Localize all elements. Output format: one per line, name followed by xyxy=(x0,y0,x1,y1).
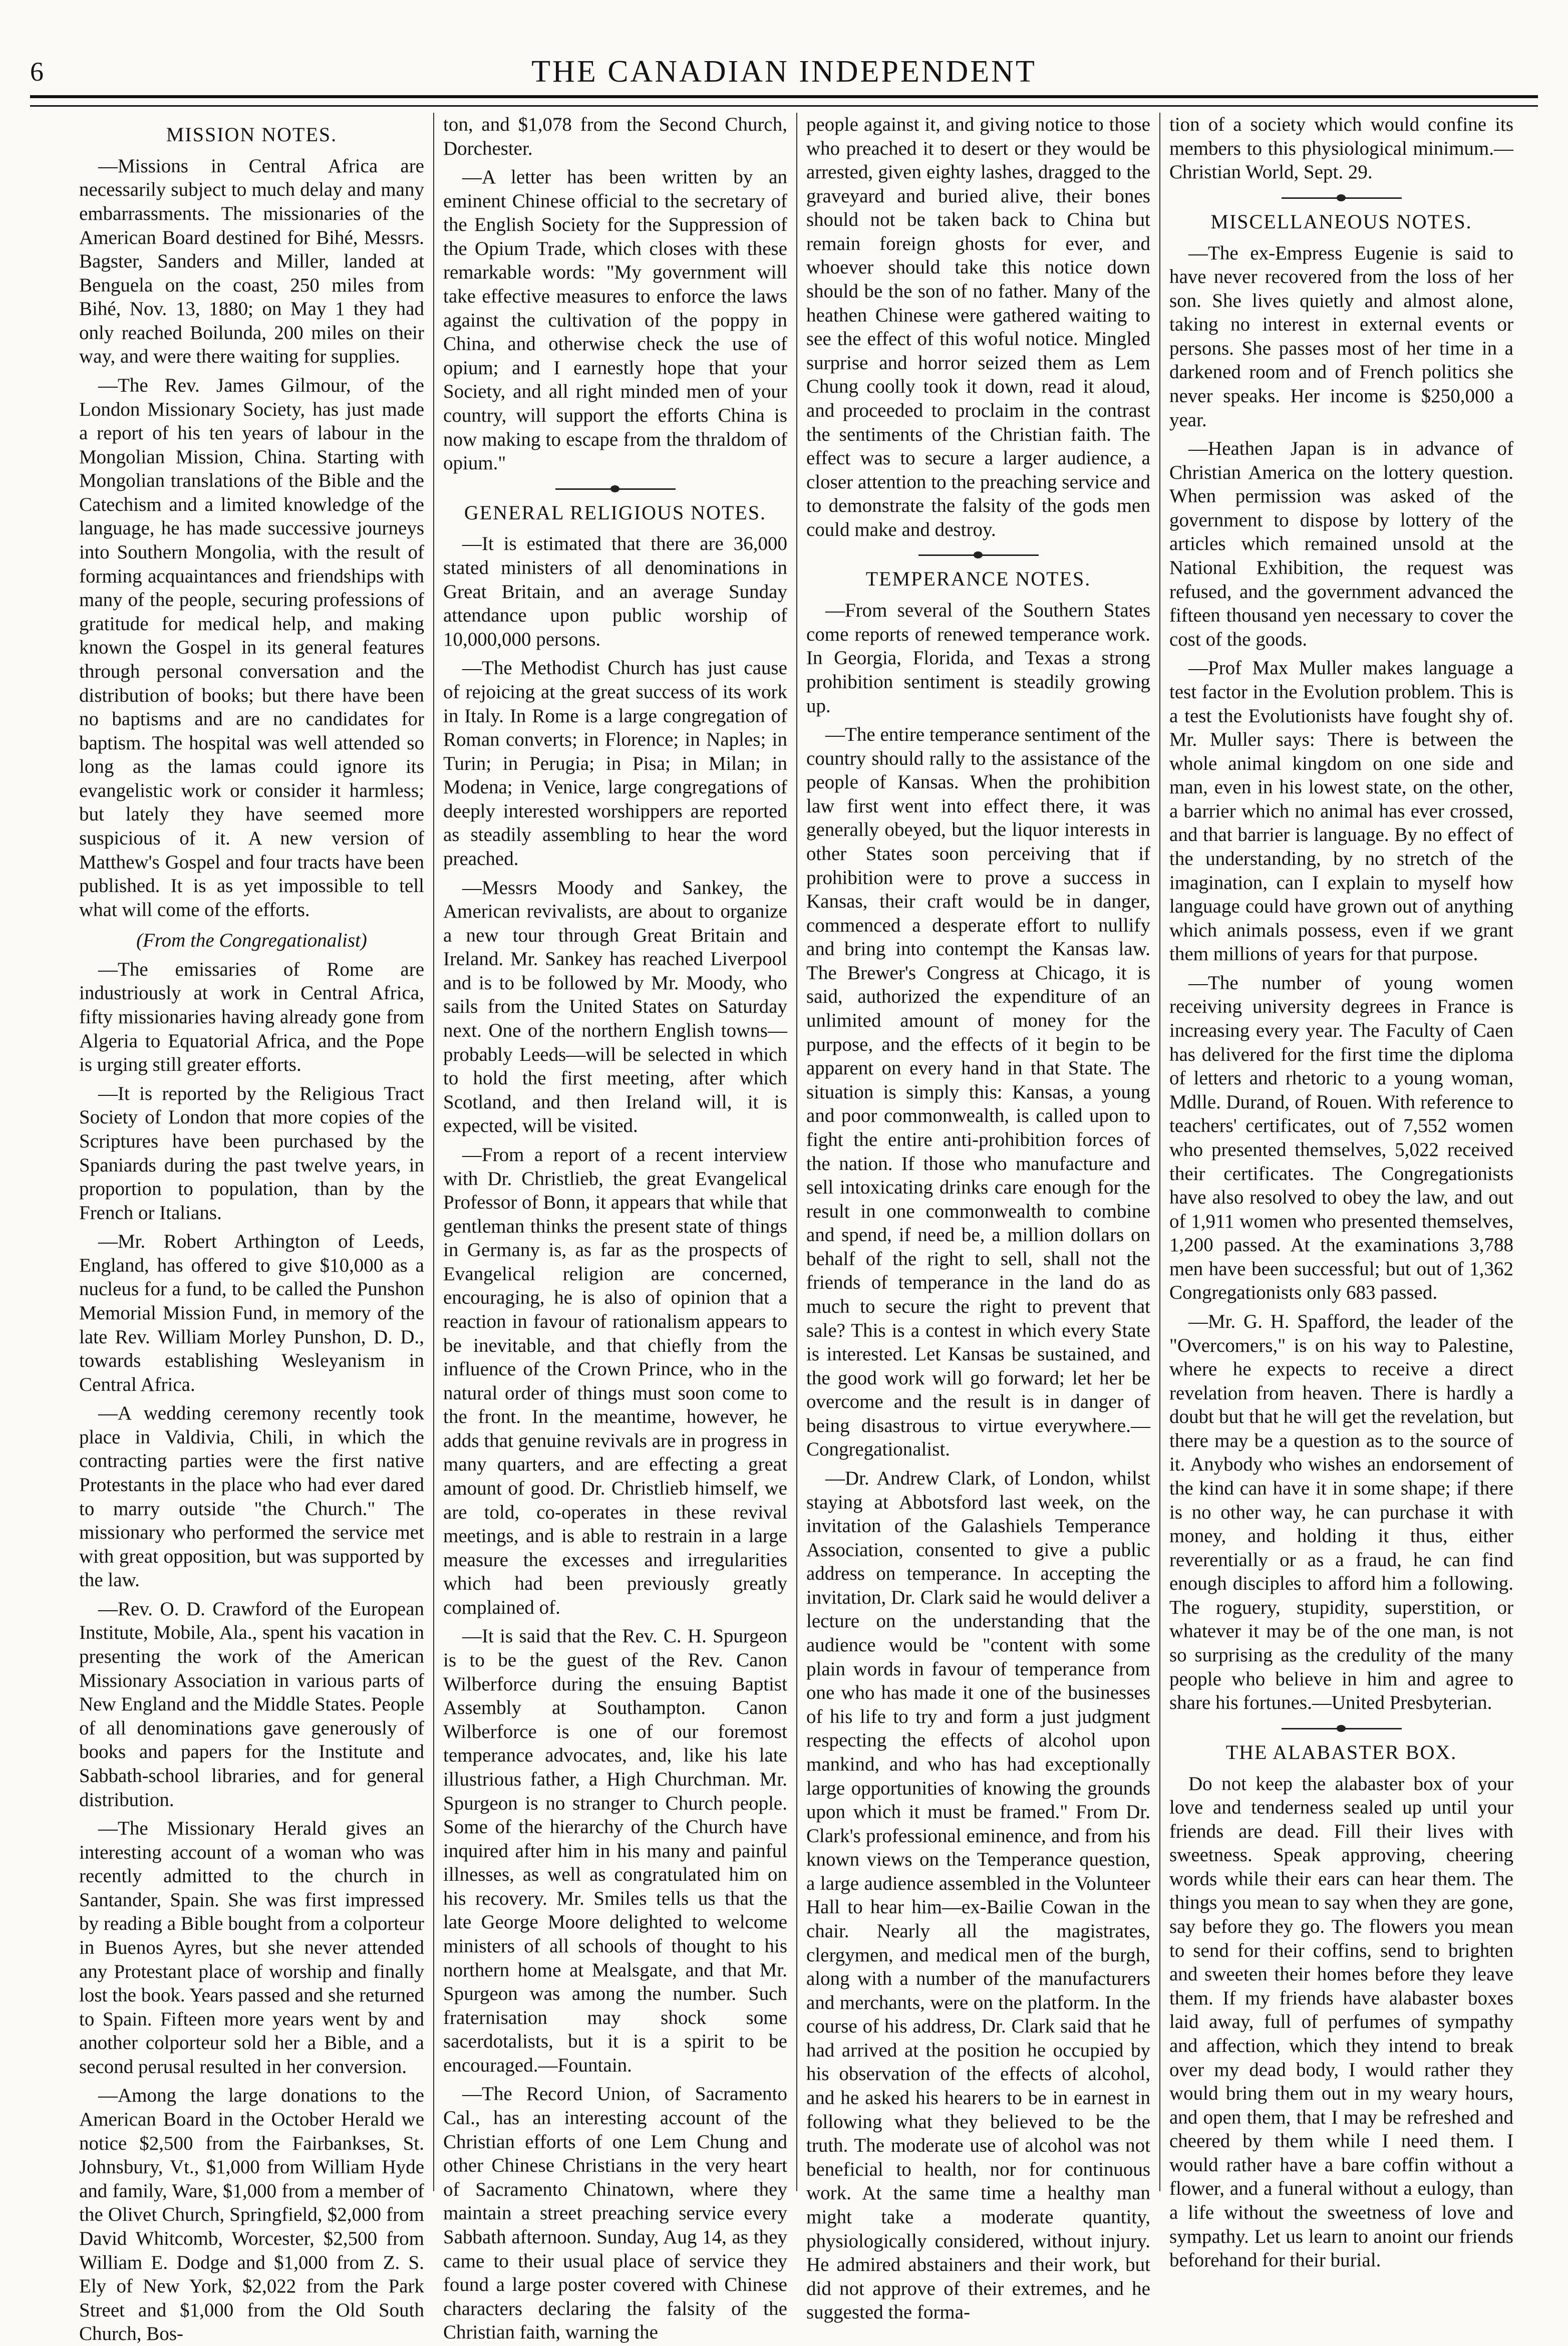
paragraph: —It is said that the Rev. C. H. Spurgeon is to be the guest of the Rev. Canon Wilberforce during the ensuing Baptist Assembly at Southampton. Canon Wilberforce is one of our foremost temperance advocates, and, like his late illustrious father, a High Churchman. Mr. Spurgeon is no stranger to Church people. Some of the hierarchy of the Church have inquired after him in his many and painful illnesses, as well as congratulated him on his recovery. Mr. Smiles tells us that the late George Moore delighted to welcome ministers of all schools of thought to his northern home at Mealsgate, and that Mr. Spurgeon was among the number. Such fraternisation may shock some sacerdotalists, but it is a spirit to be encouraged.—Fountain. xyxy=(443,1625,787,2076)
paragraph: —From several of the Southern States come reports of renewed temperance work. In Georgia, Florida, and Texas a strong prohibition sentiment is steadily growing up. xyxy=(806,600,1150,717)
column-2 xyxy=(433,113,796,2343)
columns xyxy=(70,113,1522,2345)
paragraph: people against it, and giving notice to those who preached it to desert or they would be arrested, given eighty lashes, dragged to the graveyard and buried alive, their bones should not be taken back to China but remain foreign ghosts for ever, and whoever should take this notice down should be the son of no father. Many of the heathen Chinese were gathered waiting to see the effect of this woful notice. Mingled surprise and horror seized them as Lem Chung coolly took it down, read it aloud, and proceeded to proclaim in the contrast the sentiments of the Christian faith. The effect was to secure a larger audience, a closer attention to the preaching service and to demonstrate the falsity of the gods men could make and destroy. xyxy=(806,114,1150,540)
section-heading: GENERAL RELIGIOUS NOTES. xyxy=(464,501,767,524)
paragraph: —From a report of a recent interview with Dr. Christlieb, the great Evangelical Professor of Bonn, it appears that while that gentleman thinks the present state of things in Germany is, as far as the prospects of Evangelical religion are concerned, encouraging, he is also of opinion that a reaction in favour of rationalism appears to be inevitable, and that chiefly from the influence of the Crown Prince, who in the natural order of things must soon come to the front. In the meantime, however, he adds that genuine revivals are in progress in many quarters, and are effecting a great amount of good. Dr. Christlieb himself, we are told, co-operates in these revival meetings, and is able to restrain in a large measure the excesses and irregularities which had been previously greatly complained of. xyxy=(443,1143,787,1618)
paragraph: —Messrs Moody and Sankey, the American revivalists, are about to organize a new tour through Great Britain and Ireland. Mr. Sankey has reached Liverpool and is to be followed by Mr. Moody, who sails from the United States on Saturday next. One of the northern English towns—probably Leeds—will be selected in which to hold the first meeting, after which Scotland, and then Ireland will, it is expected, will be visited. xyxy=(443,876,787,1137)
paragraph: —Prof Max Muller makes language a test factor in the Evolution problem. This is a test the Evolutionists have fought shy of. Mr. Muller says: There is between the whole animal kingdom on one side and man, even in his lowest state, on the other, a barrier which no animal has ever crossed, and that barrier is language. By no effect of the understanding, by no stretch of the imagination, can I explain to myself how language could have grown out of anything which animals possess, even if we grant them millions of years for that purpose. xyxy=(1169,657,1513,965)
column-4 xyxy=(1159,113,1522,2271)
paragraph: Do not keep the alabaster box of your love and tenderness sealed up until your friends are dead. Fill their lives with sweetness. Speak approving, cheering words while their ears can hear them. The things you mean to say when they are gone, say before they go. The flowers you mean to send for their coffins, send to brighten and sweeten their homes before they leave them. If my friends have alabaster boxes laid away, full of perfumes of sympathy and affection, which they intend to break over my dead body, I would rather they would bring them out in my weary hours, and open them, that I may be refreshed and cheered by them while I need them. I would rather have a bare coffin without a flower, and a funeral without a eulogy, than a life without the sweetness of love and sympathy. Let us learn to anoint our friends beforehand for their burial. xyxy=(1169,1773,1513,2271)
section-heading: TEMPERANCE NOTES. xyxy=(865,567,1091,591)
paragraph: —The number of young women receiving university degrees in France is increasing every year. The Faculty of Caen has delivered for the first time the diploma of letters and rhetoric to a young woman, Mdlle. Durand, of Rouen. With reference to teachers' certificates, out of 7,552 women who presented themselves, 5,022 received their certificates. The Congregationists have also resolved to obey the law, and out of 1,911 women who presented themselves, 1,200 passed. At the examinations 3,788 men have been successful; but out of 1,362 Congregationists only 683 passed. xyxy=(1169,972,1513,1304)
paragraph: —The Methodist Church has just cause of rejoicing at the great success of its work in Italy. In Rome is a large congregation of Roman converts; in Florence; in Naples; in Turin; in Perugia; in Pisa; in Milan; in Modena; in Venice, large congregations of deeply interested worshippers are reported as steadily assembling to hear the word preached. xyxy=(443,657,787,869)
paragraph: —The Rev. James Gilmour, of the London Missionary Society, has just made a report of his ten years of labour in the Mongolian Mission, China. Starting with Mongolian translations of the Bible and the Catechism and a limited knowledge of the language, he has made successive journeys into Southern Mongolia, with the result of forming acquaintances and friendships with many of the people, securing professions of gratitude for medical help, and making known the Gospel in its general features through personal conversation and the distribution of books; but there have been no baptisms and are no candidates for baptism. The hospital was well attended so long as the lamas could ignore its evangelistic work or consider it harmless; but lately they have seemed more suspicious of it. A new version of Matthew's Gospel and four tracts have been published. It is as yet impossible to tell what will come of the efforts. xyxy=(79,375,424,921)
paragraph: —Mr. Robert Arthington of Leeds, England, has offered to give $10,000 as a nucleus for a fund, to be called the Punshon Memorial Mission Fund, in memory of the late Rev. William Morley Punshon, D. D., towards establishing Wesleyanism in Central Africa. xyxy=(79,1231,424,1395)
masthead-rule xyxy=(30,95,1538,107)
paragraph: —Dr. Andrew Clark, of London, whilst staying at Abbotsford last week, on the invitation of the Galashiels Temperance Association, consented to give a public address on temperance. In accepting the invitation, Dr. Clark said he would deliver a lecture on the understanding that the audience would be "content with some plain words in favour of temperance from one who has made it one of the businesses of his life to try and form a just judgment respecting the effects of alcohol upon mankind, and who has had exceptionally large opportunities of knowing the grounds upon which it must be framed." From Dr. Clark's professional eminence, and from his known views on the Temperance question, a large audience assembled in the Volunteer Hall to hear him—ex-Bailie Cowan in the chair. Nearly all the magistrates, clergymen, and medical men of the burgh, along with a number of the manufacturers and merchants, were on the platform. In the course of his address, Dr. Clark said that he had arrived at the position he occupied by his observation of the effects of alcohol, and he asked his hearers to be in earnest in following what they believed to be the truth. The moderate use of alcohol was not beneficial to health, nor for continuous work. At the same time a healthy man might take a moderate quantity, physiologically considered, without injury. He admired abstainers and their work, but did not approve of their extremes, and he suggested the forma- xyxy=(806,1468,1150,2323)
paragraph: —Mr. G. H. Spafford, the leader of the "Overcomers," is on his way to Palestine, where he expects to receive a direct revelation from heaven. There is hardly a doubt but that he will get the revelation, but there may be a question as to the source of it. Anybody who wishes an endorsement of the kind can have it in some shape; if there is no other way, he can purchase it with money, and holding it thus, either reverentially or as a fraud, he can find enough disciples to afford him a following. The roguery, stupidity, superstition, or whatever it may be of the one man, is not so surprising as the credulity of the many people who believe in him and agree to share his fortunes.—United Presbyterian. xyxy=(1169,1310,1513,1714)
paragraph: tion of a society which would confine its members to this physiological minimum.—Christian World, Sept. 29. xyxy=(1169,114,1513,183)
masthead: THE CANADIAN INDEPENDENT xyxy=(531,55,1037,89)
paragraph: —A letter has been written by an eminent Chinese official to the secretary of the English Society for the Suppression of the Opium Trade, which closes with these remarkable words: "My government will take effective measures to enforce the laws against the cultivation of the poppy in China, and otherwise check the use of opium; and I earnestly hope that your Society, and all right minded men of your country, will support the efforts China is now making to escape from the thraldom of opium." xyxy=(443,166,787,474)
paragraph: —A wedding ceremony recently took place in Valdivia, Chili, in which the contracting parties were the first native Protestants in the place who had ever dared to marry outside "the Church." The missionary who performed the service met with great opposition, but was supported by the law. xyxy=(79,1402,424,1591)
paragraph: —The ex-Empress Eugenie is said to have never recovered from the loss of her son. She lives quietly and almost alone, taking no interest in external events or persons. She passes most of her time in a darkened room and of French politics she never speaks. Her income is $250,000 a year. xyxy=(1169,242,1513,431)
column-1 xyxy=(70,113,433,2345)
source-subheading: (From the Congregationalist) xyxy=(136,930,367,952)
section-ornament xyxy=(1282,197,1402,199)
section-heading: MISCELLANEOUS NOTES. xyxy=(1210,210,1472,233)
paragraph: —The Record Union, of Sacramento Cal., has an interesting account of the Christian efforts of one Lem Chung and other Chinese Christians in the very heart of Sacramento Chinatown, where they maintain a street preaching service every Sabbath afternoon. Sunday, Aug 14, as they came to their usual place of service they found a large poster covered with Chinese characters declaring the falsity of the Christian faith, warning the xyxy=(443,2083,787,2343)
column-3 xyxy=(796,113,1159,2323)
section-ornament xyxy=(555,488,676,490)
section-ornament xyxy=(1282,1728,1402,1729)
paragraph: —It is estimated that there are 36,000 stated ministers of all denominations in Great Britain, and an average Sunday attendance upon public worship of 10,000,000 persons. xyxy=(443,533,787,650)
paragraph: —The emissaries of Rome are industriously at work in Central Africa, fifty missionaries having already gone from Algeria to Equatorial Africa, and the Pope is urging still greater efforts. xyxy=(79,958,424,1076)
section-ornament xyxy=(918,554,1039,556)
paragraph: —The Missionary Herald gives an interesting account of a woman who was recently admitted to the church in Santander, Spain. She was first impressed by reading a Bible bought from a colporteur in Buenos Ayres, but she never attended any Protestant place of worship and finally lost the book. Years passed and she returned to Spain. Fifteen more years went by and another colporteur sold her a Bible, and a second perusal resulted in her conversion. xyxy=(79,1818,424,2078)
paragraph: ton, and $1,078 from the Second Church, Dorchester. xyxy=(443,114,787,159)
paragraph: —The entire temperance sentiment of the country should rally to the assistance of the people of Kansas. When the prohibition law first went into effect there, it was generally obeyed, but the liquor interests in other States soon perceiving that if prohibition were to prove a success in Kansas, their craft would be in danger, commenced a desperate effort to nullify and bring into contempt the Kansas law. The Brewer's Congress at Chicago, it is said, authorized the expenditure of an unlimited amount of money for the purpose, and the effects of it begin to be apparent on every hand in that State. The situation is simply this: Kansas, a young and poor commonwealth, is called upon to fight the entire anti-prohibition forces of the nation. If those who manufacture and sell intoxicating drinks care enough for the result in one commonwealth to combine and spend, if need be, a million dollars on behalf of the right to sell, shall not the friends of temperance in the land do as much to secure the right to prevent that sale? This is a contest in which every State is interested. Let Kansas be sustained, and the good work will go forward; let her be overcome and the result is in danger of being disastrous to virtue everywhere.—Congregationalist. xyxy=(806,724,1150,1460)
paragraph: —It is reported by the Religious Tract Society of London that more copies of the Scriptures have been purchased by the Spaniards during the past twelve years, in proportion to population, than by the French or Italians. xyxy=(79,1082,424,1224)
page-number: 6 xyxy=(30,57,44,87)
paragraph: —Heathen Japan is in advance of Christian America on the lottery question. When permission was asked of the government to dispose by lottery of the articles which remained unsold at the National Exhibition, the request was refused, and the government advanced the fifteen thousand yen necessary to cover the cost of the goods. xyxy=(1169,438,1513,650)
paragraph: —Rev. O. D. Crawford of the European Institute, Mobile, Ala., spent his vacation in presenting the work of the American Missionary Association in various parts of New England and the Middle States. People of all denominations gave generously of books and papers for the Institute and Sabbath-school libraries, and for general distribution. xyxy=(79,1598,424,1811)
section-heading: MISSION NOTES. xyxy=(166,123,338,146)
paragraph: —Missions in Central Africa are necessarily subject to much delay and many embarrassments. The missionaries of the American Board destined for Bihé, Messrs. Bagster, Sanders and Miller, landed at Benguela on the coast, 250 miles from Bihé, Nov. 13, 1880; on May 1 they had only reached Boilunda, 200 miles on their way, and were there waiting for supplies. xyxy=(79,155,424,368)
paragraph: —Among the large donations to the American Board in the October Herald we notice $2,500 from the Fairbankses, St. Johnsbury, Vt., $1,000 from William Hyde and family, Ware, $1,000 from a member of the Olivet Church, Springfield, $2,000 from David Whitcomb, Worcester, $2,500 from William E. Dodge and $1,000 from Z. S. Ely of New York, $2,022 from the Park Street and $1,000 from the Old South Church, Bos- xyxy=(79,2085,424,2345)
section-heading: THE ALABASTER BOX. xyxy=(1225,1740,1457,1764)
